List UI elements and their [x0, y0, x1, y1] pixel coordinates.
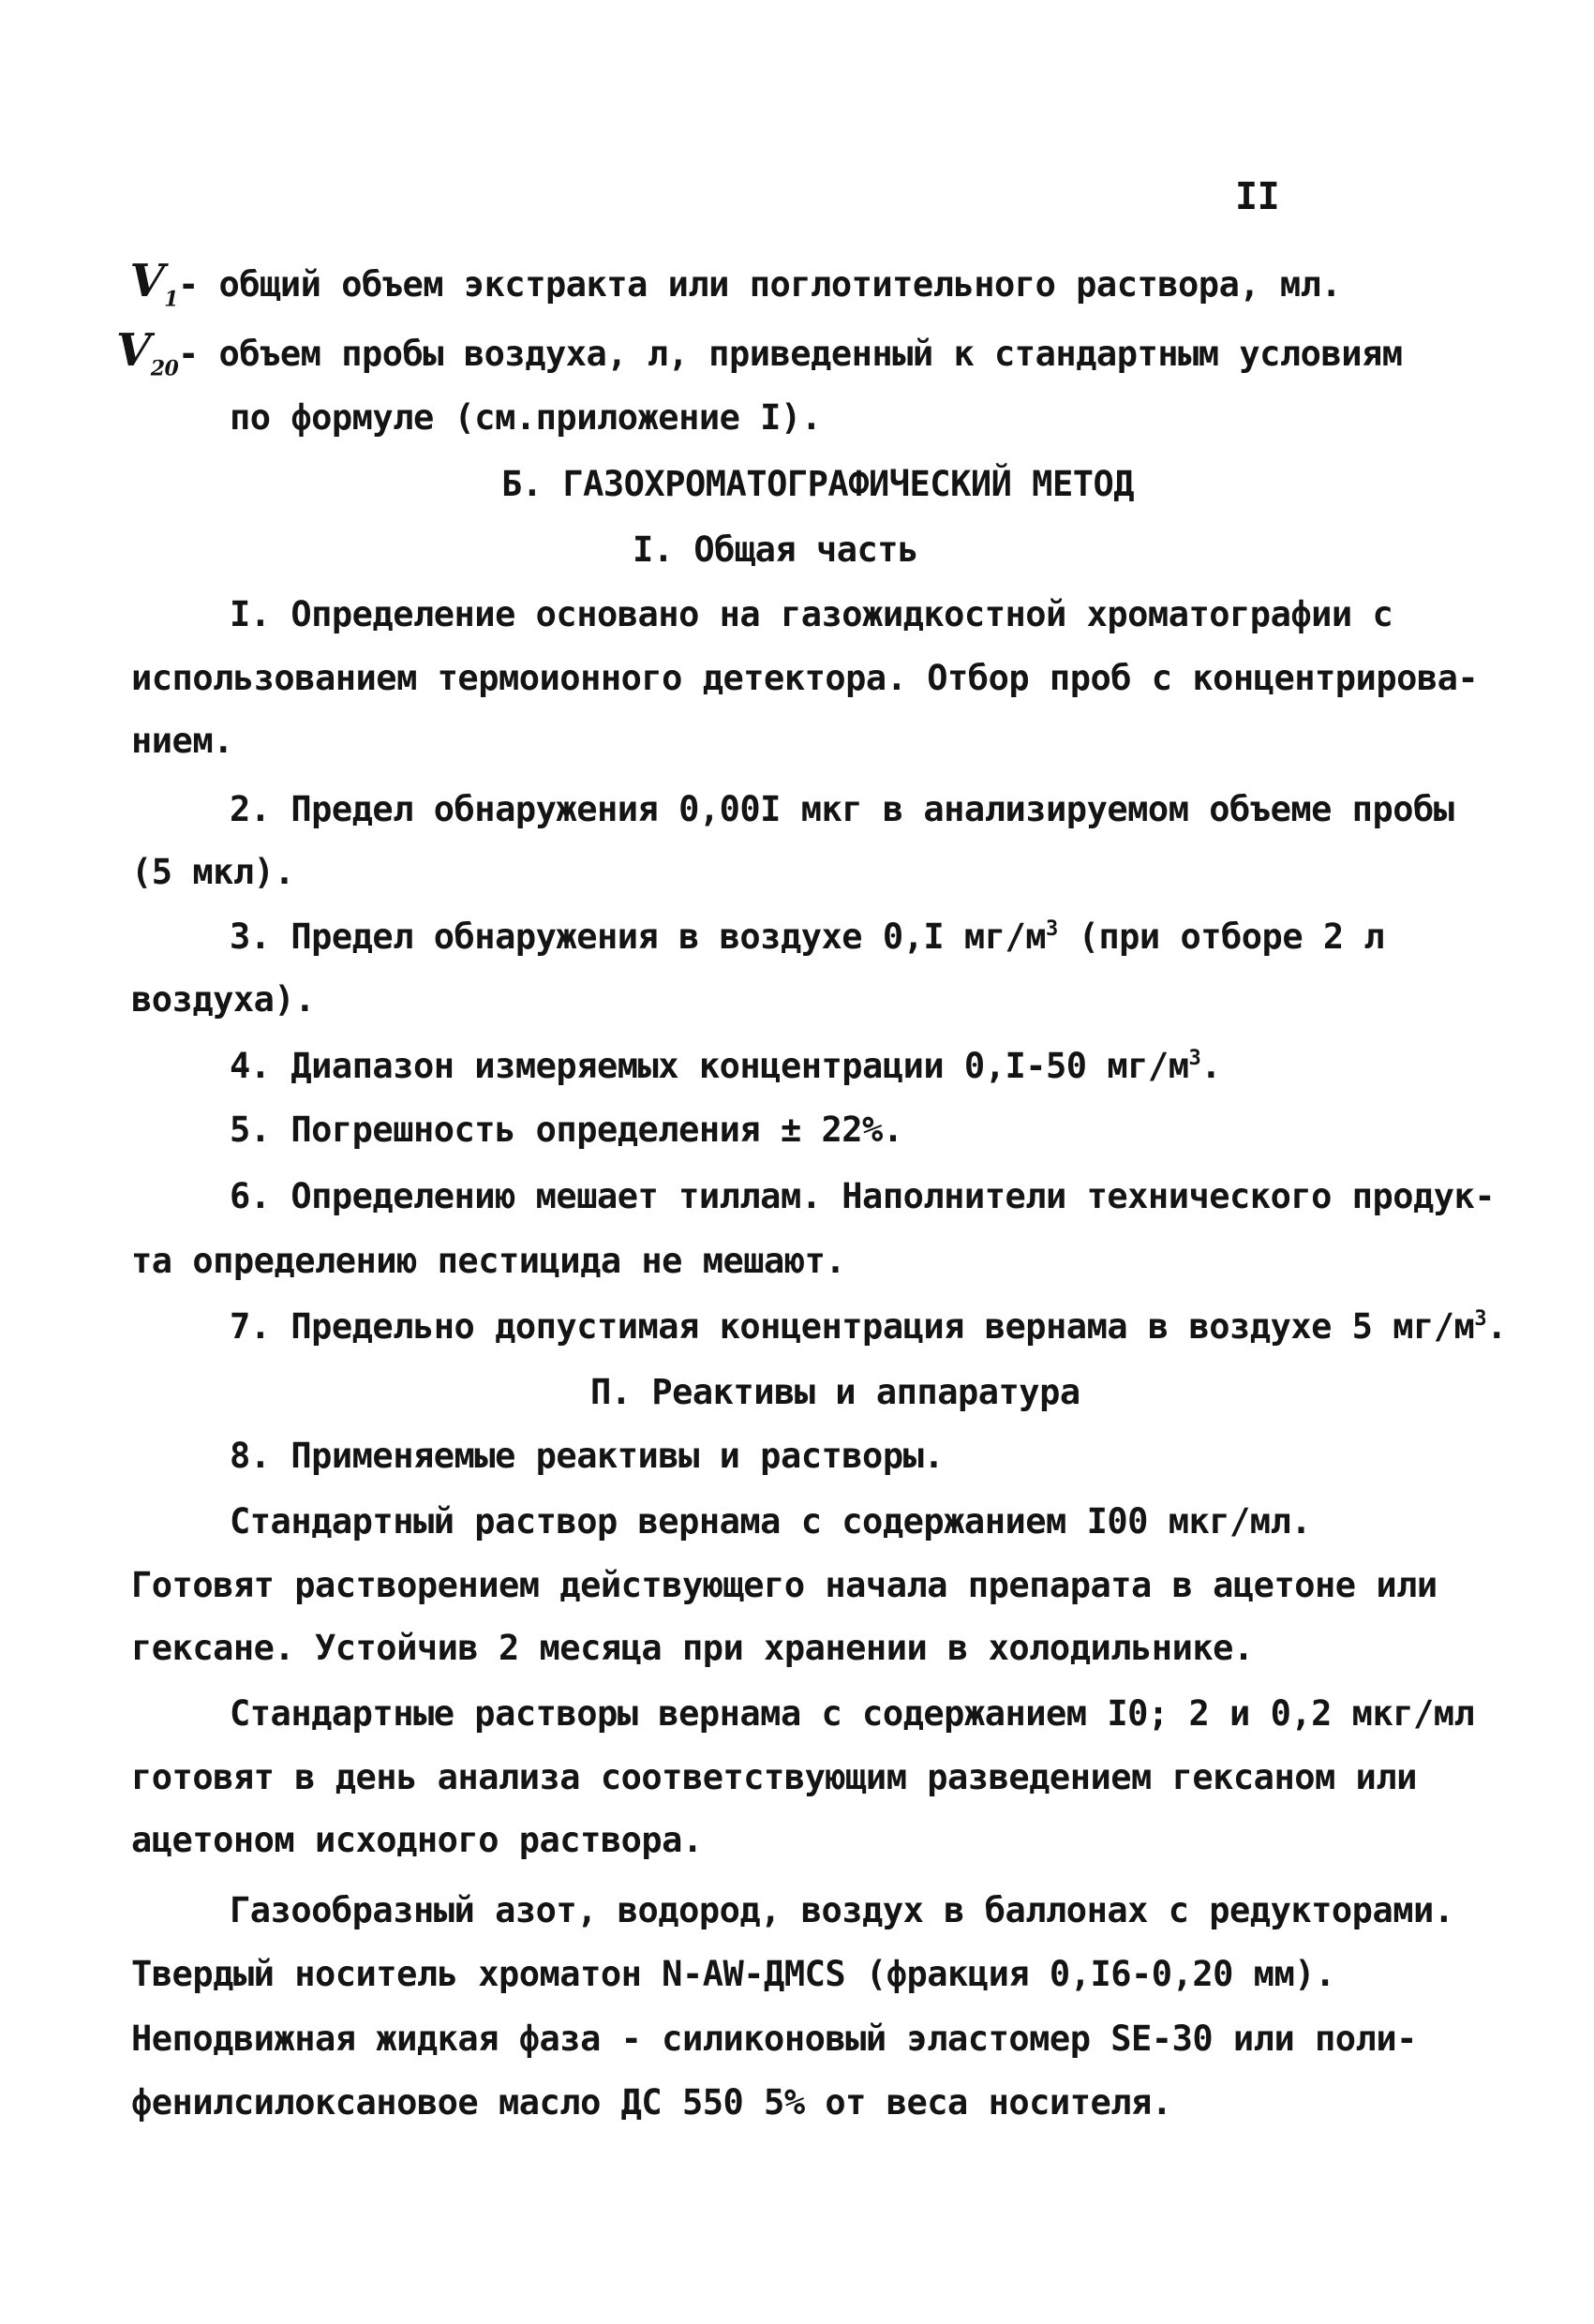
symbol-v20: $V_{20}$ — [116, 324, 179, 381]
paragraph-4: 4. Диапазон измеряемых концентрации 0,I-50 $мг/м^3$. — [230, 1046, 1221, 1086]
definition-v1-text: - общий объем экстракта или поглотительного раствора, мл. — [178, 264, 1342, 305]
paragraph-11-line-3: Неподвижная жидкая фаза - силиконовый эластомер SE-30 или поли- — [131, 2019, 1417, 2059]
paragraph-11-line-4: фенилсилоксановое масло ДС 550 5% от веса носителя. — [131, 2082, 1172, 2123]
paragraph-2-line-1: 2. Предел обнаружения 0,00I мкг в анализируемом объеме пробы — [230, 789, 1454, 829]
section-title: Б. ГАЗОХРОМАТОГРАФИЧЕСКИЙ МЕТОД — [501, 464, 1135, 504]
subsection-reagents: П. Реактивы и аппаратура — [590, 1372, 1080, 1412]
paragraph-11-line-2: Твердый носитель хроматон N-AW-ДМСS (фракция 0,I6-0,20 мм). — [131, 1954, 1335, 1994]
paragraph-3-line-2: воздуха). — [131, 979, 315, 1020]
paragraph-10-line-2: готовят в день анализа соответствующим разведением гексаном или — [131, 1757, 1417, 1797]
paragraph-8: 8. Применяемые реактивы и растворы. — [230, 1436, 945, 1476]
paragraph-1-line-1: I. Определение основано на газожидкостной хроматографии с — [230, 594, 1393, 634]
definition-continuation: по формуле (см.приложение I). — [230, 397, 822, 438]
paragraph-9-line-1: Стандартный раствор вернама с содержанием I00 мкг/мл. — [230, 1501, 1312, 1542]
paragraph-10-line-1: Стандартные растворы вернама с содержанием I0; 2 и 0,2 мкг/мл — [230, 1693, 1475, 1734]
paragraph-3-line-1: 3. Предел обнаружения в воздухе 0,I $мг/м^3$ (при отборе 2 л — [230, 916, 1385, 957]
subsection-general: I. Общая часть — [633, 529, 918, 570]
definition-v20-text: - объем пробы воздуха, л, приведенный к стандартным условиям — [178, 334, 1403, 374]
paragraph-6-line-2: та определению пестицида не мешают. — [131, 1241, 846, 1281]
paragraph-1-line-3: нием. — [131, 721, 233, 761]
definition-v1 — [116, 255, 1342, 322]
definition-v20 — [116, 324, 1403, 392]
paragraph-11-line-1: Газообразный азот, водород, воздух в баллонах с редукторами. — [230, 1890, 1454, 1930]
paragraph-9-line-2: Готовят растворением действующего начала препарата в ацетоне или — [131, 1565, 1438, 1605]
paragraph-9-line-3: гексане. Устойчив 2 месяца при хранении в холодильнике. — [131, 1628, 1254, 1668]
paragraph-1-line-2: использованием термоионного детектора. Отбор проб с концентрирова- — [131, 658, 1479, 698]
paragraph-6-line-1: 6. Определению мешает тиллам. Наполнители технического продук- — [230, 1176, 1496, 1216]
symbol-v1: $V_1$ — [129, 255, 178, 312]
paragraph-10-line-3: ацетоном исходного раствора. — [131, 1820, 703, 1860]
paragraph-2-line-2: (5 мкл). — [131, 852, 295, 892]
paragraph-5: 5. Погрешность определения ± 22%. — [230, 1110, 903, 1150]
page-number: II — [1235, 175, 1280, 218]
paragraph-7: 7. Предельно допустимая концентрация вернама в воздухе 5 $мг/м^3$. — [230, 1306, 1507, 1347]
